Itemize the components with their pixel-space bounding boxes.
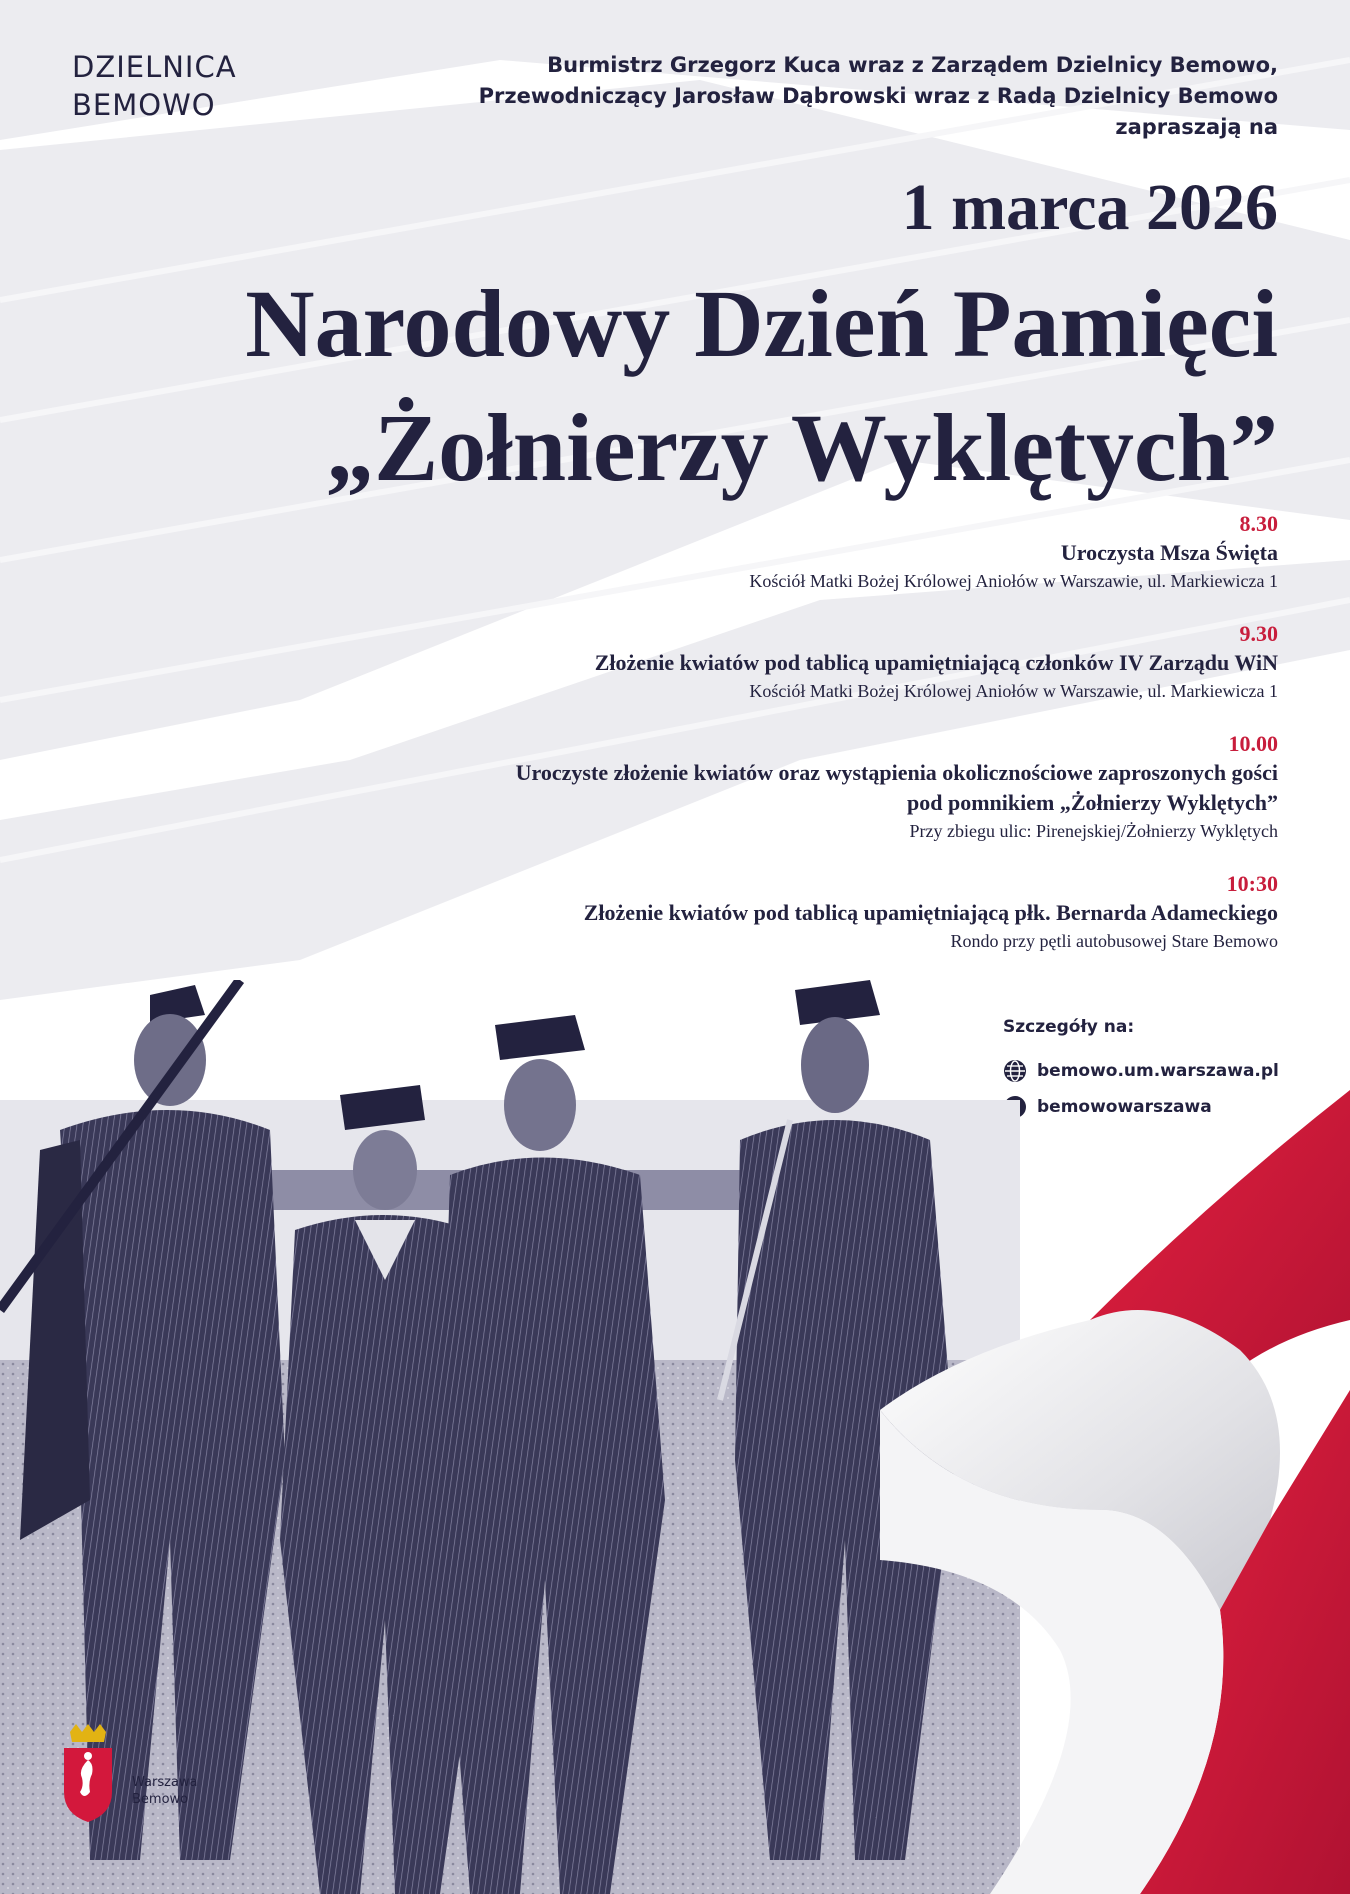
schedule-time: 10.00 [1228,731,1278,756]
district-name [72,48,237,124]
schedule-place: Kościół Matki Bożej Królowej Aniołów w Warszawie, ul. Markiewicza 1 [749,681,1278,701]
schedule-name: Złożenie kwiatów pod tablicą upamiętniającą członków IV Zarządu WiN [594,650,1278,675]
website-text: bemowo.um.warszawa.pl [1037,1061,1279,1081]
organizers-line-1: Burmistrz Grzegorz Kuca wraz z Zarządem Dzielnicy Bemowo, [547,53,1278,77]
schedule-name: Złożenie kwiatów pod tablicą upamiętniającą płk. Bernarda Adameckiego [583,900,1278,925]
logo-line-1: Warszawa [132,1775,198,1790]
schedule-name: Uroczyste złożenie kwiatów oraz wystąpienia okolicznościowe zaproszonych gości [515,760,1278,785]
schedule-name: Uroczysta Msza Święta [1060,540,1278,565]
event-schedule [228,510,1278,980]
details-label: Szczegóły na: [1003,1017,1135,1037]
polish-flag-ribbon [840,1090,1350,1894]
facebook-text: bemowowarszawa [1037,1097,1212,1117]
event-date: 1 marca 2026 [901,171,1278,244]
schedule-time: 9.30 [1239,621,1278,646]
schedule-time: 8.30 [1239,511,1278,536]
schedule-item [228,510,1278,594]
event-title-line-2: „Żołnierzy Wyklętych” [326,394,1278,501]
schedule-item [228,620,1278,704]
website-link[interactable] [1003,1059,1279,1083]
event-title [38,262,1278,510]
logo-line-2: Bemowo [132,1792,189,1807]
schedule-item [228,870,1278,954]
district-line-1: DZIELNICA [72,50,237,84]
schedule-name-continued: pod pomnikiem „Żołnierzy Wyklętych” [907,790,1278,815]
schedule-place: Rondo przy pętli autobusowej Stare Bemowo [950,931,1278,951]
organizers-line-2: Przewodniczący Jarosław Dąbrowski wraz z Radą Dzielnicy Bemowo [478,84,1278,108]
schedule-place: Kościół Matki Bożej Królowej Aniołów w Warszawie, ul. Markiewicza 1 [749,571,1278,591]
district-line-2: BEMOWO [72,88,216,122]
logo-text [132,1774,198,1808]
schedule-place: Przy zbiegu ulic: Pirenejskiej/Żołnierzy Wyklętych [909,821,1278,841]
organizers-invitation [378,50,1278,143]
organizers-line-3: zapraszają na [1115,115,1278,139]
event-title-line-1: Narodowy Dzień Pamięci [245,270,1278,377]
schedule-item [228,730,1278,844]
schedule-time: 10:30 [1226,871,1278,896]
